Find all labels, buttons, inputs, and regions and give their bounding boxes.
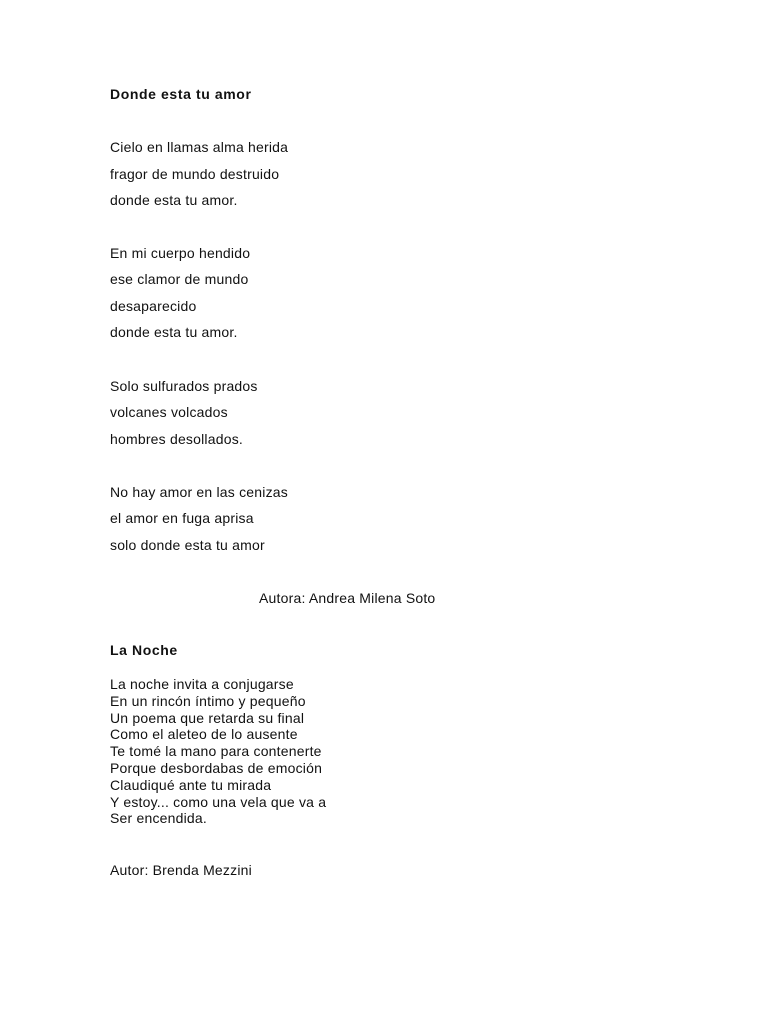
poem-line: donde esta tu amor. [110,192,238,208]
poem-line: En un rincón íntimo y pequeño [110,692,306,709]
poem-line: Un poema que retarda su final [110,709,305,726]
poem-body [110,676,326,827]
poem-line: volcanes volcados [110,404,228,420]
poem-line: Cielo en llamas alma herida [110,139,289,155]
poem-author: Autor: Brenda Mezzini [110,862,252,878]
poem-author: Autora: Andrea Milena Soto [259,590,436,606]
poem-line: Solo sulfurados prados [110,378,258,394]
poem-line: Porque desbordabas de emoción [110,759,323,776]
poem-line: desaparecido [110,298,197,314]
poem-line: La noche invita a conjugarse [110,676,294,692]
poem-line: solo donde esta tu amor [110,537,265,553]
poem-line: En mi cuerpo hendido [110,245,251,261]
poem-line: el amor en fuga aprisa [110,510,254,526]
poem-line: hombres desollados. [110,431,243,447]
poem-line: Ser encendida. [110,810,207,827]
poem-line: Como el aleteo de lo ausente [110,726,298,743]
poem-line: No hay amor en las cenizas [110,484,288,500]
poem-line: donde esta tu amor. [110,324,238,340]
poem-line: Y estoy... como una vela que va a [110,793,327,810]
poem-title: Donde esta tu amor [110,86,252,102]
poem-line: Claudiqué ante tu mirada [110,776,272,793]
poem-line: Te tomé la mano para contenerte [110,743,322,760]
poem-title: La Noche [110,642,178,658]
poem-line: ese clamor de mundo [110,271,249,287]
poem-line: fragor de mundo destruido [110,166,280,182]
